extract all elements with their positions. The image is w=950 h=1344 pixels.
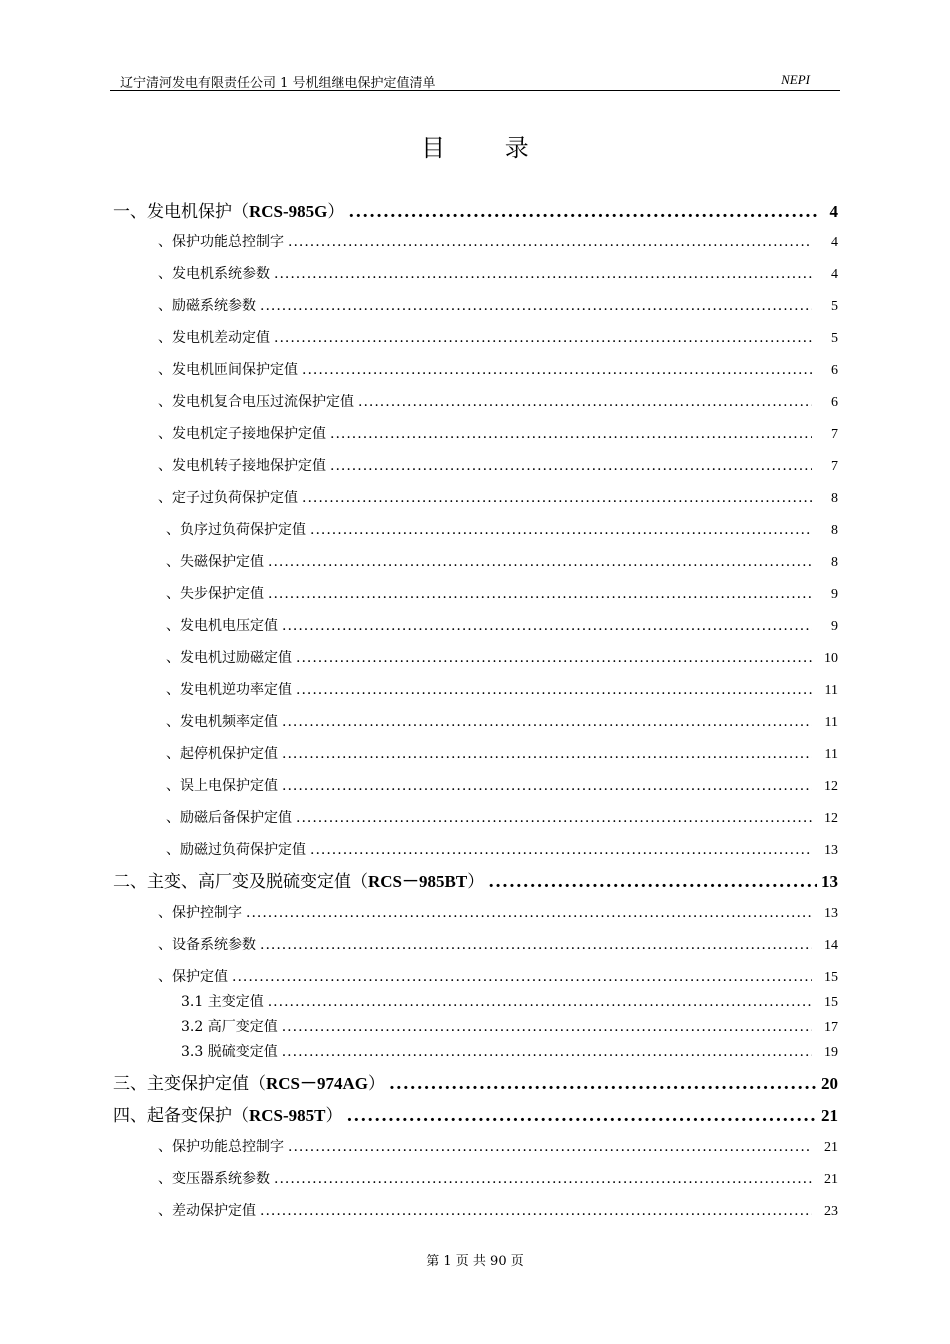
toc-section-label: 二、主变、高厂变及脱硫变定值（RCS－985BT）: [113, 872, 485, 892]
toc-entry-label: 、发电机系统参数: [158, 266, 270, 282]
toc-leader: [302, 362, 812, 378]
toc-entry[interactable]: [158, 1136, 838, 1156]
toc-page-number: 12: [824, 811, 838, 826]
toc-page-number: 4: [829, 202, 838, 221]
toc-entry[interactable]: [158, 231, 838, 251]
toc-page-number: 5: [831, 331, 838, 346]
toc-entry-label: 、励磁后备保护定值: [166, 810, 292, 826]
toc-page-number: 17: [824, 1020, 838, 1035]
toc-page-number: 21: [824, 1172, 838, 1187]
toc-page-number: 8: [831, 523, 838, 538]
toc-page-number: 11: [824, 747, 838, 762]
toc-entry[interactable]: [166, 807, 838, 827]
toc-leader: [260, 298, 812, 314]
toc-section-3[interactable]: [113, 1069, 838, 1094]
toc-section-label: 一、发电机保护（RCS-985G）: [113, 202, 345, 222]
toc-section-1[interactable]: [113, 197, 838, 222]
toc-entry-label: 、发电机差动定值: [158, 330, 270, 346]
toc-page-number: 15: [824, 995, 838, 1010]
toc-entry-label: 、变压器系统参数: [158, 1171, 270, 1187]
toc-entry-label: 、差动保护定值: [158, 1203, 256, 1219]
toc-entry-label: 、发电机过励磁定值: [166, 650, 292, 666]
toc-entry[interactable]: [166, 711, 838, 731]
toc-leader: [246, 905, 812, 921]
toc-entry-label: 、发电机匝间保护定值: [158, 362, 298, 378]
toc-entry[interactable]: [158, 295, 838, 315]
toc-page-number: 11: [824, 683, 838, 698]
toc-entry-label: 、保护控制字: [158, 905, 242, 921]
toc-entry-label: 、设备系统参数: [158, 937, 256, 953]
toc-page-number: 6: [831, 395, 838, 410]
toc-entry[interactable]: [158, 487, 838, 507]
toc-leader: [282, 1044, 812, 1060]
toc-page-number: 13: [824, 843, 838, 858]
toc-leader: [282, 618, 812, 634]
toc-leader: [282, 1019, 812, 1035]
toc-leader: [347, 1106, 817, 1126]
toc-entry-label: 3.1 主变定值: [181, 994, 264, 1010]
toc-entry[interactable]: [166, 647, 838, 667]
toc-leader: [358, 394, 812, 410]
toc-leader: [268, 586, 812, 602]
toc-page-number: 6: [831, 363, 838, 378]
toc-entry[interactable]: [166, 519, 838, 539]
toc-leader: [310, 842, 812, 858]
toc-entry[interactable]: [166, 551, 838, 571]
toc-entry-label: 3.3 脱硫变定值: [181, 1044, 278, 1060]
toc-entry-label: 、保护功能总控制字: [158, 234, 284, 250]
toc-entry-label: 、发电机定子接地保护定值: [158, 426, 326, 442]
toc-leader: [274, 1171, 812, 1187]
toc-leader: [389, 1074, 817, 1094]
toc-section-label: 三、主变保护定值（RCS－974AG）: [113, 1074, 386, 1094]
toc-entry[interactable]: [166, 775, 838, 795]
toc-entry-label: 、励磁系统参数: [158, 298, 256, 314]
toc-page-number: 13: [824, 906, 838, 921]
toc-entry[interactable]: [158, 1200, 838, 1220]
toc-entry-label: 、发电机频率定值: [166, 714, 278, 730]
toc-page-number: 10: [824, 651, 838, 666]
toc-leader: [268, 994, 812, 1010]
header-company-mark: NEPI: [781, 72, 810, 87]
toc-page-number: 23: [824, 1204, 838, 1219]
toc-leader: [268, 554, 812, 570]
toc-page-number: 8: [831, 555, 838, 570]
toc-page-number: 7: [831, 427, 838, 442]
toc-leader: [260, 1203, 812, 1219]
toc-leader: [330, 458, 812, 474]
toc-leader: [282, 778, 812, 794]
toc-leader: [232, 969, 812, 985]
toc-entry[interactable]: [166, 679, 838, 699]
toc-leader: [488, 872, 817, 892]
toc-entry[interactable]: [158, 391, 838, 411]
toc-entry[interactable]: [158, 455, 838, 475]
toc-entry[interactable]: [166, 839, 838, 859]
toc-subentry[interactable]: [181, 1016, 838, 1036]
toc-entry-label: 、失磁保护定值: [166, 554, 264, 570]
toc-page-number: 15: [824, 970, 838, 985]
toc-leader: [282, 746, 812, 762]
toc-section-label: 四、起备变保护（RCS-985T）: [113, 1106, 343, 1126]
toc-leader: [296, 810, 812, 826]
toc-entry[interactable]: [158, 263, 838, 283]
toc-entry-label: 、发电机逆功率定值: [166, 682, 292, 698]
toc-entry-label: 、起停机保护定值: [166, 746, 278, 762]
toc-leader: [260, 937, 812, 953]
toc-leader: [302, 490, 812, 506]
toc-entry-label: 、发电机转子接地保护定值: [158, 458, 326, 474]
toc-entry[interactable]: [166, 743, 838, 763]
toc-leader: [310, 522, 812, 538]
toc-entry-label: 、保护功能总控制字: [158, 1139, 284, 1155]
page-footer: 第 1 页 共 90 页: [426, 1254, 524, 1269]
toc-page-number: 21: [821, 1106, 838, 1125]
toc-entry-label: 、励磁过负荷保护定值: [166, 842, 306, 858]
toc-page-number: 11: [824, 715, 838, 730]
toc-entry[interactable]: [166, 583, 838, 603]
toc-page-number: 14: [824, 938, 838, 953]
toc-page-number: 8: [831, 491, 838, 506]
toc-entry[interactable]: [158, 902, 838, 922]
toc-leader: [288, 1139, 812, 1155]
toc-entry-label: 、失步保护定值: [166, 586, 264, 602]
toc-leader: [288, 234, 812, 250]
toc-page-number: 9: [831, 619, 838, 634]
toc-entry[interactable]: [158, 934, 838, 954]
toc-page-number: 7: [831, 459, 838, 474]
toc-page-number: 4: [831, 267, 838, 282]
toc-page-number: 21: [824, 1140, 838, 1155]
toc-entry-label: 3.2 高厂变定值: [181, 1019, 278, 1035]
toc-entry-label: 、负序过负荷保护定值: [166, 522, 306, 538]
toc-page-number: 12: [824, 779, 838, 794]
toc-leader: [282, 714, 812, 730]
toc-entry[interactable]: [166, 615, 838, 635]
toc-entry-label: 、定子过负荷保护定值: [158, 490, 298, 506]
toc-page-number: 19: [824, 1045, 838, 1060]
toc-page-number: 13: [821, 872, 838, 891]
toc-entry-label: 、发电机电压定值: [166, 618, 278, 634]
toc-leader: [296, 682, 812, 698]
toc-subentry[interactable]: [181, 991, 838, 1011]
toc-page-number: 9: [831, 587, 838, 602]
toc-page-number: 4: [831, 235, 838, 250]
toc-leader: [348, 202, 818, 222]
page-header: [110, 70, 840, 91]
toc-entry[interactable]: [158, 423, 838, 443]
toc-leader: [274, 330, 812, 346]
toc-entry-label: 、发电机复合电压过流保护定值: [158, 394, 354, 410]
toc-entry[interactable]: [158, 359, 838, 379]
toc-leader: [296, 650, 812, 666]
toc-entry[interactable]: [158, 327, 838, 347]
header-document-title: 辽宁清河发电有限责任公司 1 号机组继电保护定值清单: [120, 76, 436, 91]
toc-title: 目 录: [421, 134, 555, 162]
toc-leader: [330, 426, 812, 442]
toc-entry[interactable]: [158, 966, 838, 986]
toc-leader: [274, 266, 812, 282]
toc-entry-label: 、误上电保护定值: [166, 778, 278, 794]
toc-page-number: 5: [831, 299, 838, 314]
toc-section-2[interactable]: [113, 867, 838, 892]
toc-entry[interactable]: [158, 1168, 838, 1188]
toc-subentry[interactable]: [181, 1041, 838, 1061]
toc-entry-label: 、保护定值: [158, 969, 228, 985]
toc-page-number: 20: [821, 1074, 838, 1093]
toc-section-4[interactable]: [113, 1101, 838, 1126]
